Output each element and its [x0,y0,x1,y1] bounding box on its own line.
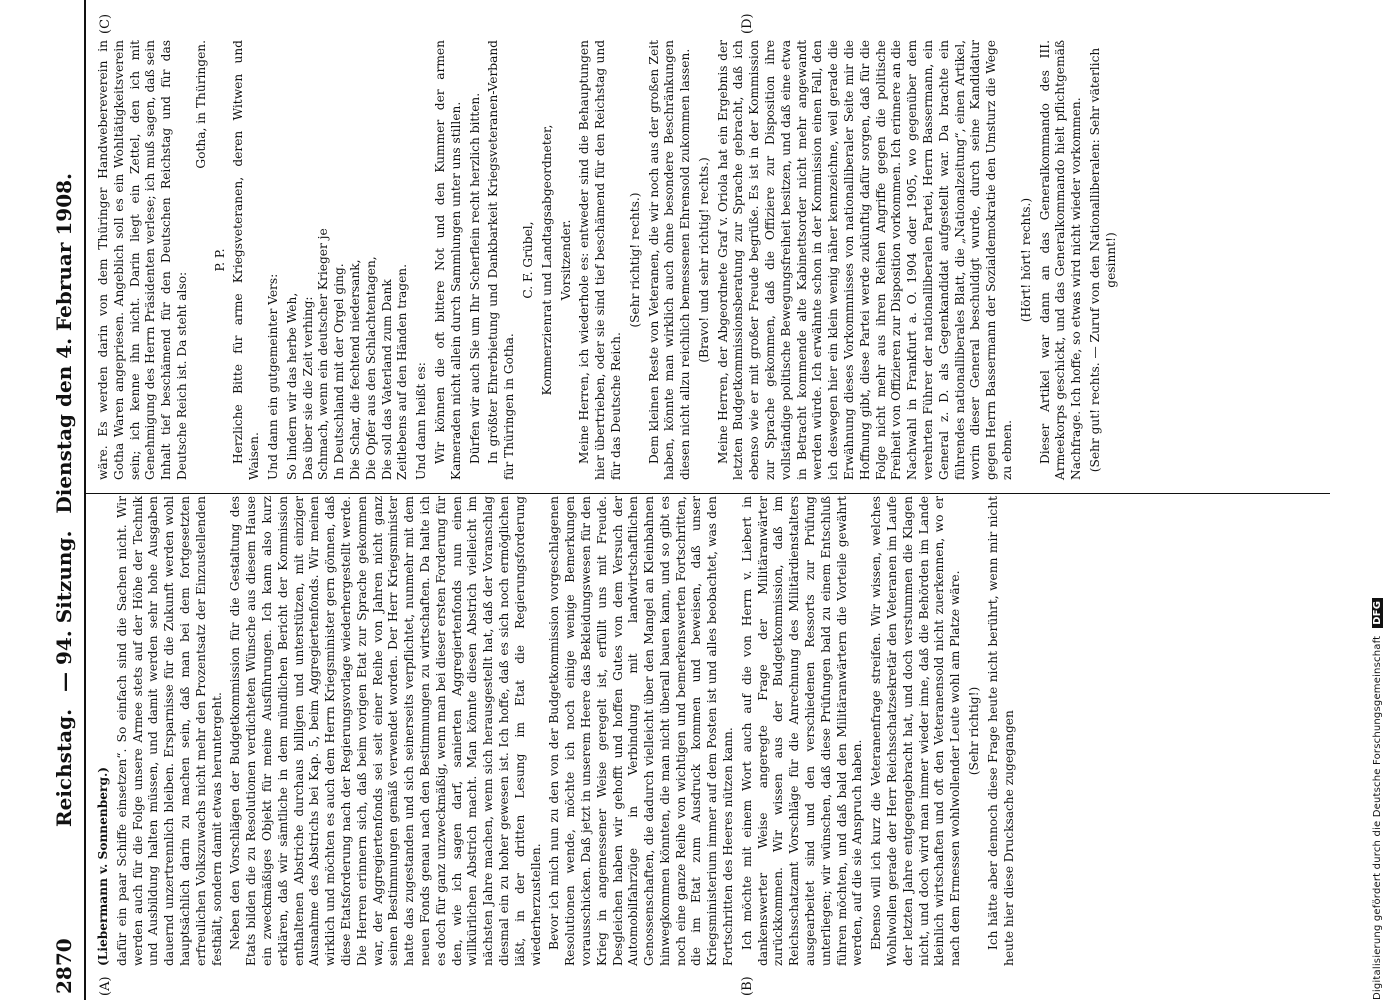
letter-salutation: P. P. [212,248,227,272]
letter-signer-title: Vorsitzender. [558,219,573,301]
header-date: Dienstag den 4. Februar 1908. [52,172,76,514]
verse-line: In Deutschland mit der Orgel ging. [332,263,347,480]
verse-line: Die Opfer aus den Schlachtentagen, [363,256,378,480]
paragraph: Ebenso will ich kurz die Veteranenfrage streifen. Wir wissen, welches Wohlwollen gerade der Herr Reichsschatzsekretär den Veteranen im Laufe der letzten Jahre entgegengebracht hat, und doch verstummen die Klagen nicht, und doch wird man immer wieder inne, daß die Behörden im Lande kleinlich wirtschaften und oft den Veteranensold nicht zuerkennen, wo er nach dem Ermessen wohlwollender Leute wohl am Platze wäre. [869,496,963,966]
paragraph: Bevor ich mich nun zu den von der Budgetkommission vorgeschlagenen Resolutionen wende, möchte ich noch einige wenige Bemerkungen vorausschicken. Daß jetzt in unserem Heere das Bekleidungswesen für den Krieg in angemessener Weise geregelt ist, erfüllt uns mit Freude. Desgleichen haben wir gehofft und hoffen Gutes von dem Versuch der Automobilfahrzüge in Verbindung mit landwirtschaftlichen Genossenschaften, die dadurch vielleicht über den Mangel an Kleinbahnen hinwegkommen könnten, die man nicht überall bauen kann, und so gibt es noch eine ganze Reihe von wichtigen und bemerkenswerten Fortschritten, die im Etat zum Ausdruck kommen und beweisen, daß unser Kriegsministerium immer auf dem Posten ist und alles beobachtet, was den Fortschritten des Heeres nützen kann. [547,496,736,966]
paragraph: Ich möchte mit einem Wort auch auf die von Herrn v. Liebert in dankenswerter Weise angeregte Frage der Militäranwärter zurückkommen. Wir wissen aus der Budgetkommission, daß im Reichsschatzamt Vorschläge für die Anrechnung des Militärdienstalters ausgearbeitet sind und den verschiedenen Ressorts zur Prüfung unterliegen; wir wünschen, daß diese Prüfungen bald zu einem Entschluß führen möchten, und daß bald den Militäranwärtern die Vorteile gewährt werden, auf die sie Anspruch haben. [739,496,865,966]
letter-signer-title: Kommerzienrat und Landtagsabgeordneter, [539,124,554,396]
margin-marker-b: (B) [740,976,755,996]
verse-line: Das über sie die Zeit verhing: [300,296,315,480]
verse-line: Schmach, wenn ein deutscher Krieger je [316,228,331,480]
header-session: — 94. Sitzung. [52,530,76,692]
interjection: (Sehr gut! rechts. — Zuruf von den Nationalliberalen: Sehr väterlich gesinnt!) [1088,47,1118,473]
header-left-title: Reichstag. [52,708,76,828]
document-page [40,0,1370,1000]
margin-marker-a: (A) [98,976,113,996]
dfg-logo: DFG [1372,598,1383,628]
letter-intro: Und dann ein gutgemeinter Vers: [265,273,280,480]
letter-place: Gotha, in Thüringen. [193,40,208,169]
paragraph: wäre. Es werden darin von dem Thüringer Handwebereverein in Gotha Waren angepriesen. Angeblich soll es ein Wohltätigkeitsverein sein; ich kenne ihn nicht. Darin liegt ein Zettel, den ich mit Genehmigung des Herrn Präsidenten verlese; ich muß sagen, daß sein Inhalt tief beschämend für den Deutschen Reichstag und für das Deutsche Reich ist. Da steht also: [96,40,189,480]
interjection: (Sehr richtig! rechts.) [627,192,642,328]
speaker-label: (Liebermann v. Sonnenberg.) [96,766,110,966]
column-divider [86,493,1330,494]
letter-body: Dürfen wir auch Sie um Ihr Scherflein recht herzlich bitten. [467,92,482,464]
letter-closing: In größter Ehrerbietung und Dankbarkeit Kriegsveteranen-Verband für Thüringen in Gotha. [486,40,517,480]
interjection: (Sehr richtig!) [967,686,982,776]
page-header [40,0,86,1000]
credit-text: Digitalisierung gefördert durch die Deutsche Forschungsgemeinschaft [1372,635,1383,1000]
header-title [52,0,76,1000]
paragraph: Neben den Vorschlägen der Budgetkommission für die Gestaltung des Etats bilden die zu Resolutionen verdichteten Wünsche aus diesem Hause ein zweckmäßiges Objekt für meine Ausführungen. Ich kann also kurz erklären, daß wir sämtliche in dem mündlichen Bericht der Kommission enthaltenen Abstriche durchaus billigen und unterstützen, mit einziger Ausnahme des Abstrichs bei Kap. 5, beim Aggregiertenfonds. Wir meinen wirklich und möchten es auch dem Herrn Kriegsminister gern gönnen, daß diese Etatsforderung nach der Regierungsvorlage wiederhergestellt werde. Die Herren erinnern sich, daß beim vorigen Etat zur Sprache gekommen war, der Aggregiertenfonds sei seit einer Reihe von Jahren nicht ganz seinen Bestimmungen gemäß verwendet worden. Der Herr Kriegsminister hatte das zugestanden und sich seinerseits verpflichtet, nunmehr mit dem neuen Fonds genau nach den Bestimmungen zu wirtschaften. Da halte ich es doch für ganz unzweckmäßig, wenn man bei dieser ersten Forderung für den, wie ich sagen darf, sanierten Aggregiertenfonds nun einen willkürlichen Abstrich macht. Man könnte diesen Abstrich vielleicht im nächsten Jahre machen, wenn sich herausgestellt hat, daß der Voranschlag diesmal ein zu hoher gewesen ist. Ich hoffe, daß es sich noch ermöglichen läßt, in der dritten Lesung im Etat die Regierungsforderung wiederherzustellen. [228,496,543,966]
margin-marker-d: (D) [740,13,755,34]
letter-body: Wir können die oft bittere Not und den Kummer der armen Kameraden nicht allein durch Sammlungen unter uns stillen. [432,40,463,480]
digitization-credit [1372,0,1383,1000]
verse [285,40,411,480]
margin-marker-c: (C) [98,13,113,34]
verse-line: Zeitlebens auf den Händen tragen. [395,263,410,480]
page-number: 2870 [52,938,76,994]
letter-intro: Und dann heißt es: [414,362,429,480]
letter-signer: C. F. Grübel, [520,221,535,299]
paragraph: Meine Herren, ich wiederhole es: entweder sind die Behauptungen hier übertrieben, oder sie sind tief beschämend für den Reichstag und für das Deutsche Reich. [577,40,623,480]
verse-line: Die Schar, die fechtend niedersank, [347,259,362,480]
paragraph: Meine Herren, der Abgeordnete Graf v. Oriola hat ein Ergebnis der letzten Budgetkommissionsberatung zur Sprache gebracht, daß ich ebenso wie er mit großer Freude begrüße. Es ist in der Kommission zur Sprache gekommen, daß die Offiziere zur Disposition ihre vollständige politische Bewegungsfreiheit besitzen, und daß eine etwa in Betracht kommende alte Kabinettsorder nicht mehr angewandt werden würde. Ich erwähnte schon in der Kommission einen Fall, den ich deswegen hier ein klein wenig näher kennzeichne, weil gerade die Erwähnung dieses Vorkommnisses von nationalliberaler Seite mir die Hoffnung gibt, diese Partei werde zukünftig dafür sorgen, daß für die Folge nicht mehr aus ihren Reihen Angriffe gegen die politische Freiheit von Offizieren zur Disposition vorkommen. Ich erinnere an die Nachwahl in Frankfurt a. O. 1904 oder 1905, wo gegenüber dem verehrten Führer der nationalliberalen Partei, Herrn Bassermann, ein General z. D. als Gegenkandidat aufgestellt war. Da brachte ein führendes nationalliberales Blatt, die „Nationalzeitung“, einen Artikel, worin dieser General beschuldigt wurde, durch seine Kandidatur gegen Herrn Bassermann der Sozialdemokratie den Umsturz die Wege zu ebnen. [715,40,1015,480]
right-column [96,40,1330,480]
paragraph: dafür ein paar Schiffe einsetzen“. So einfach sind die Sachen nicht. Wir werden auch für die Folge unsere Armee stets auf der Höhe der Technik und Ausbildung halten müssen, und damit werden sehr hohe Ausgaben dauernd unzertrennlich bleiben. Ersparnisse für die Zukunft werden wohl hauptsächlich darin zu machen sein, daß man bei dem fortgesetzten erfreulichen Volkszuwachs nicht mehr den Prozentsatz der Einzustellenden festhält, sondern damit etwas heruntergeht. [114,496,224,966]
left-column [96,496,1330,966]
paragraph: Dieser Artikel war dann an das Generalkommando des III. Armeekorps geschickt, und das Generalkommando hielt pflichtgemäß Nachfrage. Ich hoffe, so etwas wird nicht wieder vorkommen. [1037,40,1084,480]
verse-line: Die soll das Vaterland zum Dank [379,279,394,480]
letter-body: Herzliche Bitte für arme Kriegsveteranen, deren Witwen und Waisen. [231,40,262,480]
verse-line: So lindern wir das herbe Weh, [284,292,299,480]
interjection: (Hört! hört! rechts.) [1018,197,1033,323]
interjection: (Bravo! und sehr richtig! rechts.) [696,157,711,363]
paragraph: Ich hätte aber dennoch diese Frage heute nicht berührt, wenn mir nicht heute hier diese Drucksache zugegangen [985,496,1016,966]
paragraph: Dem kleinen Reste von Veteranen, die wir noch aus der großen Zeit haben, könnte man wirklich auch ohne besondere Beschränkungen diesen nicht allzu reichlich bemessenen Ehrensold zukommen lassen. [646,40,693,480]
